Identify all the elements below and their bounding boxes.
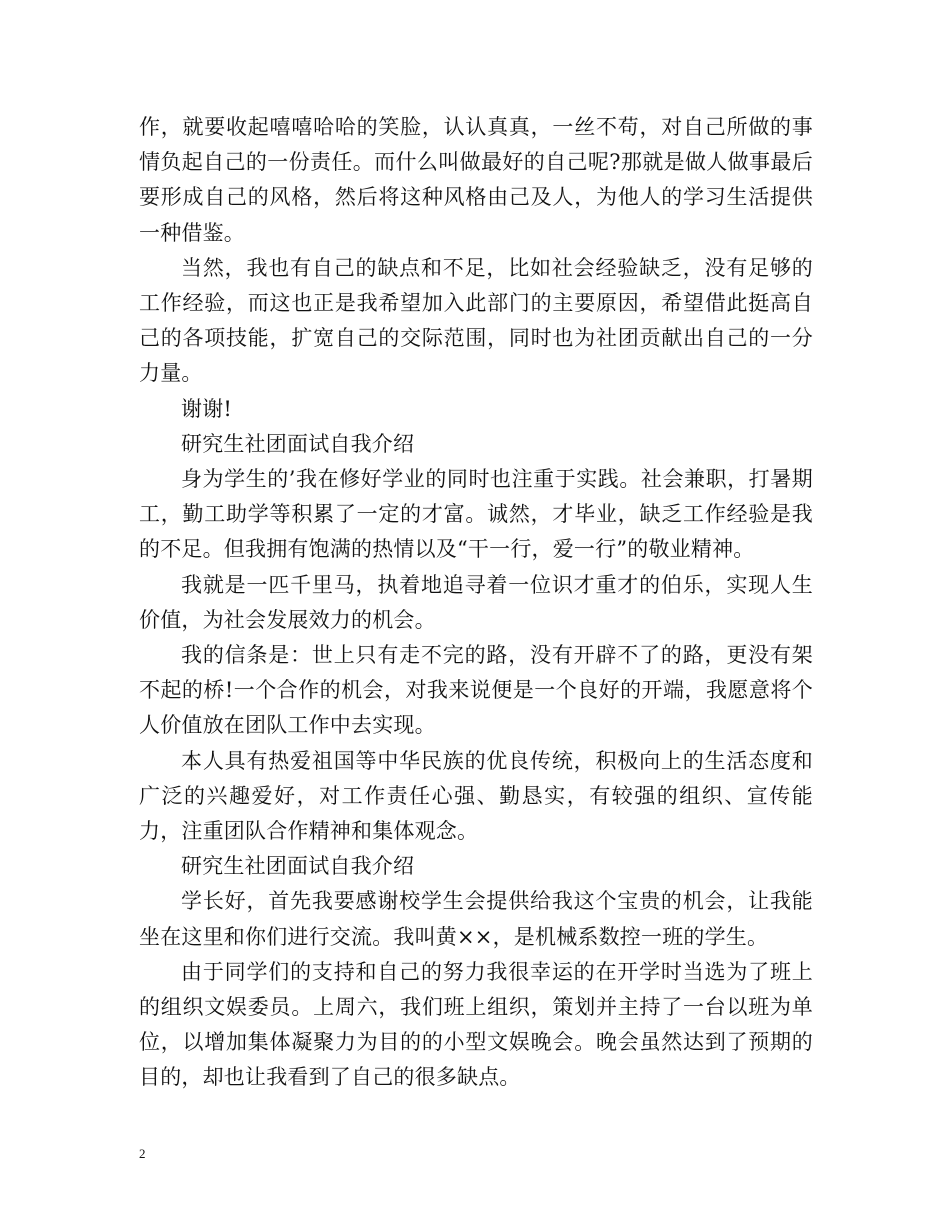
paragraph-1: 作，就要收起嘻嘻哈哈的笑脸，认认真真，一丝不苟，对自己所做的事情负起自己的一份责任。而什么叫做最好的自己呢?那就是做人做事最后要形成自己的风格，然后将这种风格由己及人，为他人的学习生活提供一种借鉴。	[139, 115, 813, 245]
paragraph-10: 学长好，首先我要感谢校学生会提供给我这个宝贵的机会，让我能坐在这里和你们进行交流。我叫黄××，是机械系数控一班的学生。	[139, 889, 813, 949]
paragraph-11: 由于同学们的支持和自己的努力我很幸运的在开学时当选为了班上的组织文娱委员。上周六，我们班上组织，策划并主持了一台以班为单位，以增加集体凝聚力为目的的小型文娱晚会。晚会虽然达到了预期的目的，却也让我看到了自己的很多缺点。	[139, 959, 813, 1090]
paragraph-8: 本人具有热爱祖国等中华民族的优良传统，积极向上的生活态度和广泛的兴趣爱好，对工作责任心强、勤恳实，有较强的组织、宣传能力，注重团队合作精神和集体观念。	[139, 748, 813, 844]
paragraph-6: 我就是一匹千里马，执着地追寻着一位识才重才的伯乐，实现人生价值，为社会发展效力的机会。	[139, 572, 813, 632]
section-heading-1: 研究生社团面试自我介绍	[181, 431, 415, 456]
paragraph-2: 当然，我也有自己的缺点和不足，比如社会经验缺乏，没有足够的工作经验，而这也正是我希望加入此部门的主要原因，希望借此挺高自己的各项技能，扩宽自己的交际范围，同时也为社团贡献出自己的一分力量。	[139, 255, 813, 386]
paragraph-5: 身为学生的’我在修好学业的同时也注重于实践。社会兼职，打暑期工，勤工助学等积累了一定的才富。诚然，才毕业，缺乏工作经验是我的不足。但我拥有饱满的热情以及“干一行，爱一行”的敬业精神。	[139, 467, 813, 562]
section-heading-2: 研究生社团面试自我介绍	[181, 854, 415, 879]
page-number: 2	[139, 1146, 146, 1161]
paragraph-7: 我的信条是：世上只有走不完的路，没有开辟不了的路，更没有架不起的桥!一个合作的机会，对我来说便是一个良好的开端，我愿意将个人价值放在团队工作中去实现。	[139, 643, 813, 738]
document-body	[139, 110, 813, 1096]
paragraph-3: 谢谢!	[181, 396, 233, 421]
